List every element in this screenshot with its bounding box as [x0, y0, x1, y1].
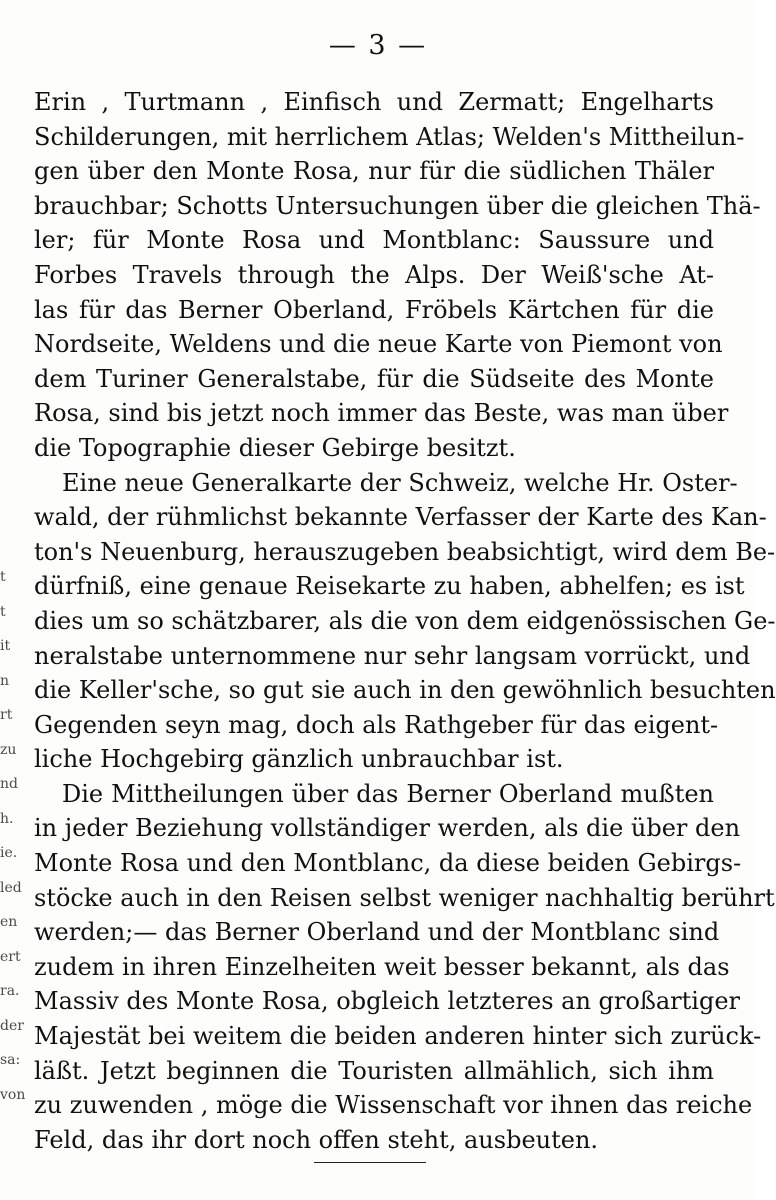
text-line: dies um so schätzbarer, als die von dem eidgenössischen Ge-	[34, 606, 776, 635]
facing-page-bleed	[0, 560, 26, 1112]
text-line: Schilderungen, mit herrlichem Atlas; Welden's Mittheilun-	[34, 122, 745, 151]
text-line: Eine neue Generalkarte der Schweiz, welche Hr. Oster-	[62, 468, 738, 497]
bleed-fragment: sa:	[0, 1052, 21, 1068]
bleed-fragment: nd	[0, 776, 18, 792]
bleed-fragment: n	[0, 672, 10, 689]
text-line: brauchbar; Schotts Untersuchungen über die gleichen Thä-	[34, 191, 761, 220]
bleed-fragment: zu	[0, 741, 17, 758]
bleed-fragment: it	[0, 638, 11, 654]
text-line: die Keller'sche, so gut sie auch in den gewöhnlich besuchten	[34, 676, 776, 705]
text-line: liche Hochgebirg gänzlich unbrauchbar ist.	[34, 745, 564, 774]
paragraph	[34, 777, 775, 1158]
text-line: läßt. Jetzt beginnen die Touristen allmählich, sich ihm	[34, 1056, 714, 1085]
bleed-fragment: en	[0, 914, 18, 930]
bleed-fragment: t	[0, 603, 6, 620]
paragraph	[34, 85, 761, 466]
text-line: dem Turiner Generalstabe, für die Südseite des Monte	[34, 364, 714, 393]
bleed-fragment: ie.	[0, 845, 18, 861]
bleed-fragment: der	[0, 1017, 24, 1034]
body-text	[34, 85, 776, 1157]
text-line: Die Mittheilungen über das Berner Oberland mußten	[62, 779, 714, 808]
text-line: in jeder Beziehung vollständiger werden, als die über den	[34, 814, 741, 843]
bleed-fragment: ra.	[0, 983, 20, 999]
text-line: Rosa, sind bis jetzt noch immer das Beste, was man über	[34, 399, 729, 428]
text-line: zu zuwenden , möge die Wissenschaft vor ihnen das reiche	[34, 1091, 753, 1120]
text-line: die Topographie dieser Gebirge besitzt.	[34, 433, 516, 462]
text-line: Monte Rosa und den Montblanc, da diese beiden Gebirgs-	[34, 849, 742, 878]
text-line: dürfniß, eine genaue Reisekarte zu haben, abhelfen; es ist	[34, 572, 745, 601]
end-rule	[314, 1162, 426, 1163]
bleed-fragment: t	[0, 569, 6, 585]
text-line: wald, der rühmlichst bekannte Verfasser der Karte des Kan-	[34, 503, 767, 532]
text-line: Massiv des Monte Rosa, obgleich letzteres an großartiger	[34, 987, 740, 1016]
text-line: Erin , Turtmann , Einfisch und Zermatt; Engelharts	[34, 88, 714, 116]
text-line: Forbes Travels through the Alps. Der Weiß'sche At-	[34, 260, 714, 289]
bleed-fragment: h.	[0, 810, 14, 827]
text-line: Nordseite, Weldens und die neue Karte von Piemont von	[34, 330, 723, 359]
bleed-fragment: led	[0, 879, 22, 896]
page-number: — 3 —	[328, 30, 428, 61]
bleed-fragment: ert	[0, 948, 21, 965]
text-line: Majestät bei weitem die beiden anderen hinter sich zurück-	[34, 1022, 762, 1051]
bleed-fragment: von	[0, 1086, 26, 1103]
paragraph	[34, 466, 776, 777]
text-line: ler; für Monte Rosa und Montblanc: Saussure und	[34, 226, 714, 255]
text-line: zudem in ihren Einzelheiten weit besser bekannt, als das	[34, 952, 730, 981]
text-line: Gegenden seyn mag, doch als Rathgeber für das eigent-	[34, 710, 719, 739]
text-line: Feld, das ihr dort noch offen steht, ausbeuten.	[34, 1125, 599, 1154]
text-line: werden;— das Berner Oberland und der Montblanc sind	[34, 918, 720, 947]
text-line: ton's Neuenburg, herauszugeben beabsichtigt, wird dem Be-	[34, 537, 776, 566]
text-line: neralstabe unternommene nur sehr langsam vorrückt, und	[34, 641, 751, 670]
text-line: gen über den Monte Rosa, nur für die südlichen Thäler	[34, 157, 714, 186]
bleed-fragment: rt	[0, 707, 13, 723]
text-line: las für das Berner Oberland, Fröbels Kärtchen für die	[34, 295, 714, 324]
text-line: stöcke auch in den Reisen selbst weniger nachhaltig berührt	[34, 883, 775, 912]
